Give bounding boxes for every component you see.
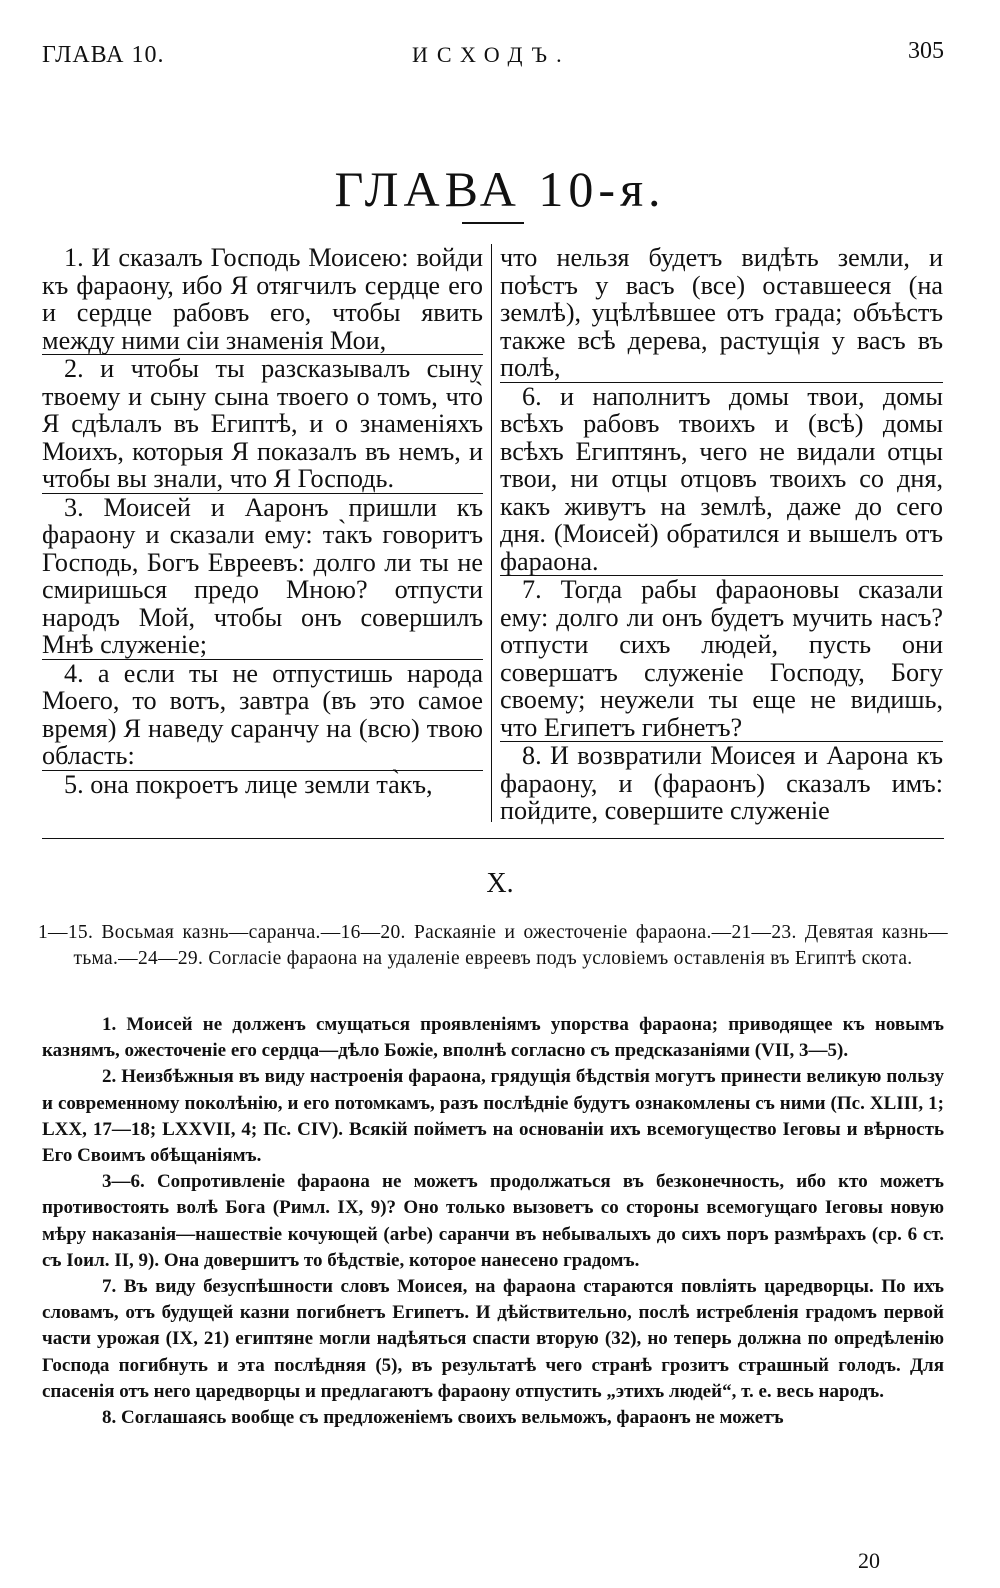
printer-signature: 20 xyxy=(858,1548,880,1573)
verse-7: 7. Тогда рабы фараоновы сказали ему: долго ли онъ будетъ мучить насъ? отпусти сихъ людей, пусть они совершатъ служеніе Господу, Богу своему; неужели ты еще не видишь, что Египетъ гибнетъ? xyxy=(500,575,943,742)
column-divider xyxy=(491,244,492,822)
verse-1: 1. И сказалъ Господь Моисею: войди къ фараону, ибо Я отягчилъ сердце его и сердце рабовъ его, чтобы явить между ними сіи знаменія Мои, xyxy=(42,243,483,355)
chapter-title: ГЛАВА 10-я. xyxy=(334,161,666,217)
title-rule xyxy=(462,222,524,224)
header-book-title: ИСХОДЪ. xyxy=(412,42,571,67)
verse-6: 6. и наполнитъ домы твои, домы всѣхъ рабовъ твоихъ и (всѣ) домы всѣхъ Египтянъ, чего не видали отцы твои, ни отцы отцовъ твоихъ со дня, какъ живутъ на землѣ, даже до сего дня. (Моисей) обратился и вышелъ отъ фараона. xyxy=(500,381,943,576)
scripture-right-column xyxy=(500,244,943,825)
commentary-paragraph: 8. Соглашаясь вообще съ предложеніемъ своихъ вельможъ, фараонъ не можетъ xyxy=(102,1407,784,1429)
verse-8: 8. И возвратили Моисея и Аарона къ фараону, и (фараонъ) сказалъ имъ: пойдите, совершите служеніе xyxy=(500,741,943,825)
commentary-paragraph: 3—6. Сопротивленіе фараона не можетъ продолжаться въ безконечность, ибо кто можетъ противостоять волѣ Бога (Римл. IX, 9)? Оно только вызоветъ со стороны всемогущаго Іеговы новую мѣру наказанія—нашествіе кочующей (arbe) саранчи въ небывалыхъ до сихъ поръ размѣрахъ (ср. 6 ст. съ Іоил. II, 9). Она довершитъ то бѣдствіе, которое нанесено градомъ. xyxy=(42,1171,944,1271)
section-number: X. xyxy=(486,868,514,899)
chapter-summary: 1—15. Восьмая казнь—саранча.—16—20. Раскаяніе и ожесточеніе фараона.—21—23. Девятая казнь—тьма.—24—29. Согласіе фараона на удаленіе евреевъ подъ условіемъ оставленія въ Египтѣ скота. xyxy=(38,922,948,969)
verse-5-continued: что нельзя будетъ видѣть земли, и поѣстъ у васъ (все) оставшееся (на землѣ), уцѣлѣвшее отъ града; объѣстъ также всѣ дерева, растущія у васъ въ полѣ, xyxy=(500,243,943,382)
verse-3: 3. Моисей и Ааронъ пришли къ фараону и сказали ему: та̀къ говоритъ Господь, Богъ Евреевъ: долго ли ты не смиришься предо Мною? отпусти народъ Мой, чтобы онъ совершилъ Мнѣ служеніе; xyxy=(42,492,483,659)
running-header xyxy=(42,38,944,78)
commentary-paragraph: 1. Моисей не долженъ смущаться проявленіямъ упорства фараона; приводящее къ новымъ казнямъ, ожесточеніе его сердца—дѣло Божіе, вполнѣ согласно съ предсказаніями (VII, 3—5). xyxy=(42,1014,944,1062)
page-number: 305 xyxy=(908,38,944,64)
scripture-left-column xyxy=(42,244,483,798)
section-rule xyxy=(42,838,944,839)
verse-5: 5. она покроетъ лице земли та̀къ, xyxy=(42,770,483,799)
verse-2: 2. и чтобы ты разсказывалъ сыну твоему и сыну сына твоего о томъ, что̀ Я сдѣлалъ въ Египтѣ, и о знаменіяхъ Моихъ, которыя Я показалъ въ немъ, и чтобы вы знали, что Я Господь. xyxy=(42,354,483,493)
commentary-paragraph: 2. Неизбѣжныя въ виду настроенія фараона, грядущія бѣдствія могутъ принести великую пользу и современному поколѣнію, и его потомкамъ, разъ послѣдніе будутъ ознакомлены съ ними (Пс. XLIII, 1; LXX, 17—18; LXXVII, 4; Пс. CIV). Всякій пойметъ на основаніи ихъ всемогущество Іеговы и вѣрность Его Своимъ обѣщаніямъ. xyxy=(42,1066,944,1167)
commentary-paragraph: 7. Въ виду безуспѣшности словъ Моисея, на фараона стараются повліять царедворцы. По ихъ словамъ, отъ будущей казни погибнетъ Египетъ. И дѣйствительно, послѣ истребленія градомъ первой части урожая (IX, 21) египтяне могли надѣяться спасти вторую (32), но теперь должна по опредѣленію Господа погибнуть и эта послѣдняя (5), въ результатѣ чего странѣ грозитъ страшный голодъ. Для спасенія отъ него царедворцы и предлагаютъ фараону отпустить „этихъ людей“, т. е. весь народъ. xyxy=(42,1276,944,1402)
verse-4: 4. а если ты не отпустишь народа Моего, то вотъ, завтра (въ это самое время) Я наведу саранчу на (всю) твою область: xyxy=(42,658,483,770)
header-chapter-label: ГЛАВА 10. xyxy=(42,42,165,68)
commentary xyxy=(42,1012,944,1431)
